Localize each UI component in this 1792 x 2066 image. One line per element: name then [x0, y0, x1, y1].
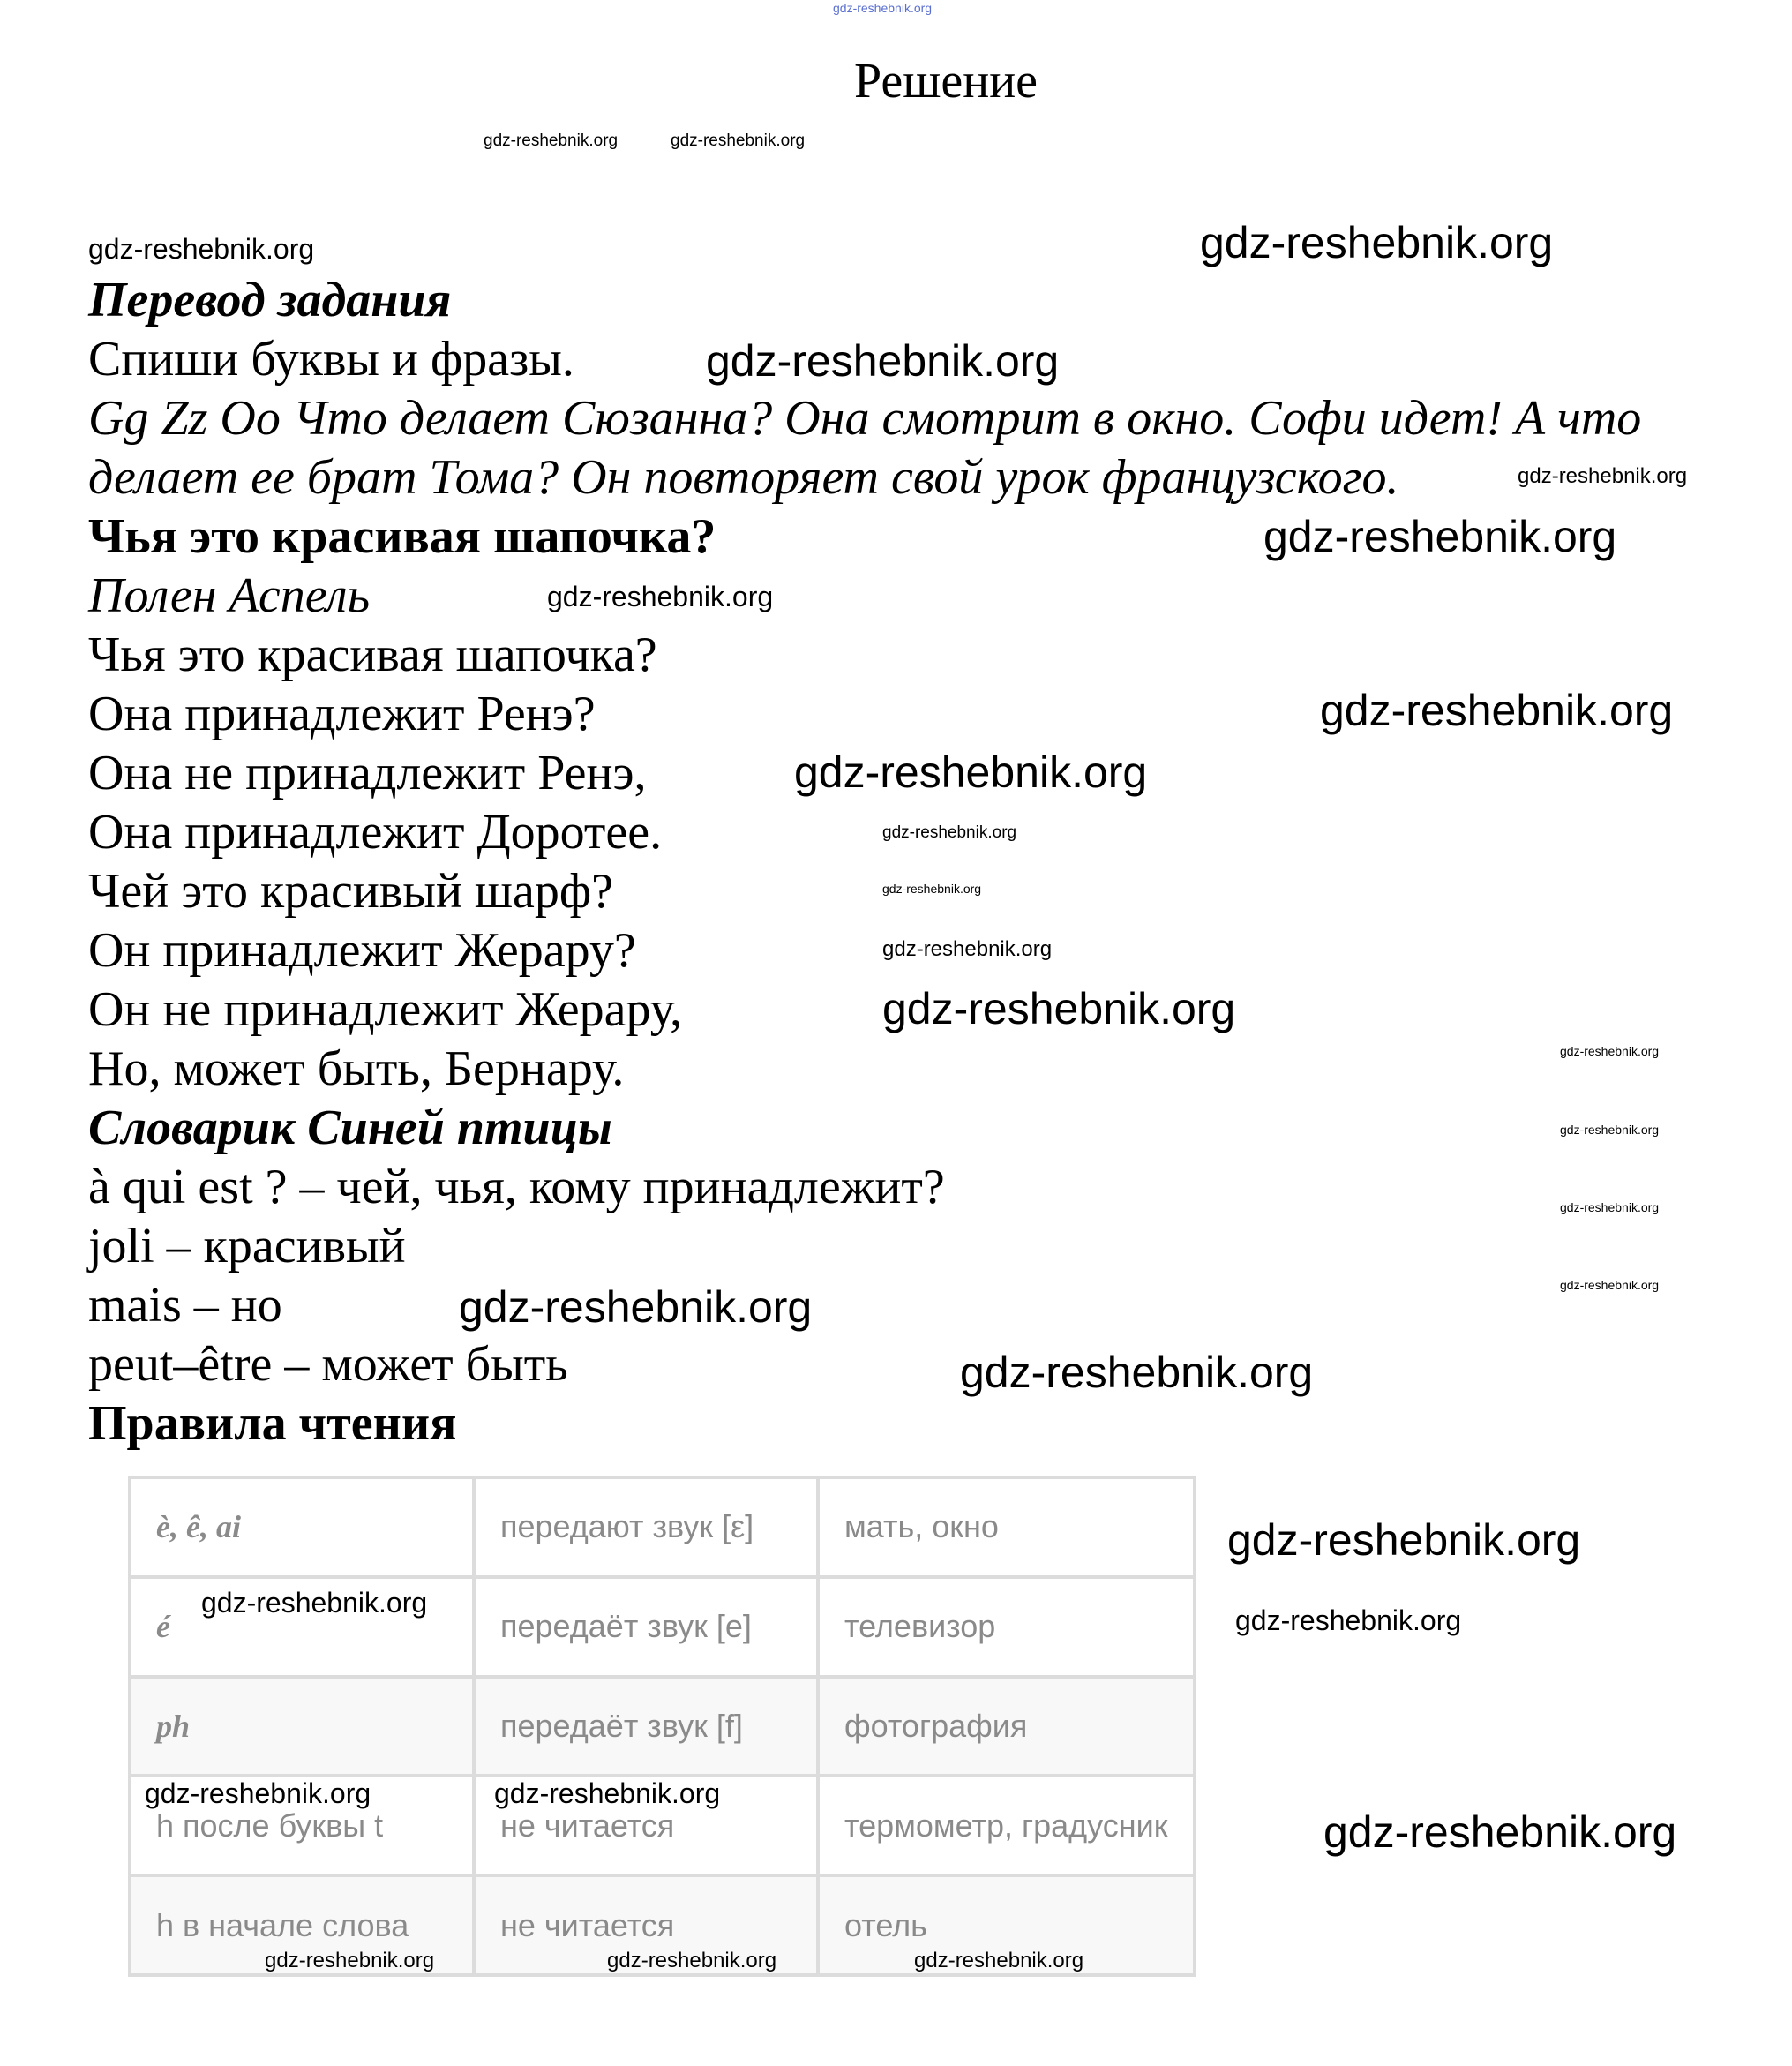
poem-line: Она принадлежит Доротее.	[88, 805, 663, 860]
table-cell: передают звук [ε]	[474, 1477, 818, 1577]
poem-line: Он принадлежит Жерару?	[88, 923, 636, 978]
vocab-line: peut–être – может быть	[88, 1337, 568, 1392]
watermark: gdz-reshebnik.org	[1518, 464, 1688, 488]
watermark: gdz-reshebnik.org	[494, 1777, 721, 1809]
watermark: gdz-reshebnik.org	[706, 336, 1060, 386]
watermark: gdz-reshebnik.org	[882, 937, 1053, 961]
table-cell: é	[130, 1577, 474, 1677]
watermark: gdz-reshebnik.org	[88, 233, 315, 265]
text-line: делает ее брат Тома? Он повторяет свой урок французского.	[88, 450, 1399, 505]
poem-line: Чей это красивый шарф?	[88, 864, 614, 919]
poem-line: Он не принадлежит Жерару,	[88, 982, 683, 1037]
table-row	[130, 1677, 1195, 1777]
table-cell: мать, окно	[818, 1477, 1195, 1577]
page-title: Решение	[853, 54, 1038, 109]
watermark: gdz-reshebnik.org	[882, 823, 1017, 842]
poem-author: Полен Аспель	[88, 568, 371, 623]
watermark: gdz-reshebnik.org	[1560, 1200, 1660, 1214]
table-cell: не читается	[474, 1875, 818, 1975]
vocab-line: joli – красивый	[88, 1219, 406, 1273]
poem-title: Чья это красивая шапочка?	[88, 509, 716, 564]
watermark: gdz-reshebnik.org	[882, 984, 1236, 1033]
watermark: gdz-reshebnik.org	[1200, 218, 1554, 267]
table-cell: передаёт звук [e]	[474, 1577, 818, 1677]
watermark: gdz-reshebnik.org	[914, 1949, 1084, 1972]
poem-line: Но, может быть, Бернару.	[88, 1041, 625, 1096]
watermark: gdz-reshebnik.org	[794, 748, 1148, 797]
poem-line: Она принадлежит Ренэ?	[88, 687, 596, 741]
watermark: gdz-reshebnik.org	[1560, 1044, 1660, 1058]
watermark: gdz-reshebnik.org	[1560, 1278, 1660, 1292]
watermark: gdz-reshebnik.org	[484, 131, 619, 150]
table-row	[130, 1477, 1195, 1577]
section-heading-translation: Перевод задания	[88, 273, 452, 327]
table-cell: h после буквы t	[130, 1776, 474, 1875]
text-line: Спиши буквы и фразы.	[88, 332, 574, 387]
text-line: Gg Zz Oo Что делает Сюзанна? Она смотрит в окно. Софи идет! А что	[88, 391, 1642, 446]
watermark: gdz-reshebnik.org	[201, 1587, 428, 1619]
watermark: gdz-reshebnik.org	[882, 882, 982, 896]
reading-rules-table	[128, 1476, 1196, 1977]
table-cell: è, ê, ai	[130, 1477, 474, 1577]
watermark: gdz-reshebnik.org	[960, 1348, 1314, 1397]
section-heading-reading-rules: Правила чтения	[88, 1396, 457, 1451]
table-cell: передаёт звук [f]	[474, 1677, 818, 1777]
watermark: gdz-reshebnik.org	[547, 581, 774, 612]
poem-line: Она не принадлежит Ренэ,	[88, 746, 647, 800]
table-cell: не читается	[474, 1776, 818, 1875]
watermark: gdz-reshebnik.org	[607, 1949, 777, 1972]
watermark: gdz-reshebnik.org	[1560, 1123, 1660, 1137]
table-cell: отель	[818, 1875, 1195, 1975]
poem-line: Чья это красивая шапочка?	[88, 627, 657, 682]
watermark: gdz-reshebnik.org	[459, 1282, 813, 1332]
table-cell: фотография	[818, 1677, 1195, 1777]
table-cell: телевизор	[818, 1577, 1195, 1677]
table-cell: термометр, градусник	[818, 1776, 1195, 1875]
watermark: gdz-reshebnik.org	[265, 1949, 435, 1972]
watermark: gdz-reshebnik.org	[1227, 1515, 1581, 1565]
table-cell: h в начале слова	[130, 1875, 474, 1975]
watermark: gdz-reshebnik.org	[1263, 512, 1617, 561]
watermark: gdz-reshebnik.org	[671, 131, 806, 150]
section-heading-vocabulary: Словарик Синей птицы	[88, 1101, 612, 1155]
vocab-line: mais – но	[88, 1278, 282, 1333]
table-cell: ph	[130, 1677, 474, 1777]
watermark: gdz-reshebnik.org	[1320, 686, 1674, 735]
watermark: gdz-reshebnik.org	[833, 1, 933, 15]
watermark: gdz-reshebnik.org	[1323, 1807, 1677, 1857]
vocab-line: à qui est ? – чей, чья, кому принадлежит?	[88, 1160, 945, 1214]
watermark: gdz-reshebnik.org	[145, 1777, 371, 1809]
watermark: gdz-reshebnik.org	[1235, 1604, 1462, 1636]
